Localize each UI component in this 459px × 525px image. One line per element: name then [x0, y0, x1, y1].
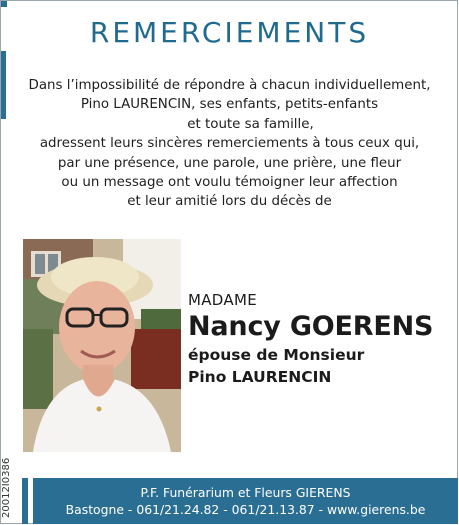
body-line: et leur amitié lors du décès de [127, 194, 332, 210]
body-line: Pino LAURENCIN, ses enfants, petits-enfants [80, 97, 379, 113]
spouse-name: Pino LAURENCIN [188, 368, 332, 386]
left-accent-rule [1, 51, 6, 119]
reference-code: 20012I0386 [1, 457, 12, 518]
deceased-name: Nancy GOERENS [188, 311, 434, 342]
body-line: par une présence, une parole, une prière, une fleur [57, 155, 402, 171]
portrait-photo [23, 239, 181, 452]
footer-company: P.F. Funérarium et Fleurs GIERENS [140, 485, 351, 500]
body-line: ou un message ont voulu témoigner leur affection [61, 175, 398, 191]
corner-accent [1, 1, 7, 7]
body-line: et toute sa famille, [187, 116, 314, 132]
footer-contact: Bastogne - 061/21.24.82 - 061/21.13.87 - www.gierens.be [65, 502, 426, 517]
spouse-line: épouse de Monsieur [188, 346, 365, 364]
salutation: MADAME [188, 291, 257, 309]
notice-body [10, 76, 449, 212]
footer-accent [22, 478, 28, 524]
deceased-name-block [188, 290, 433, 388]
body-line: Dans l’impossibilité de répondre à chacun individuellement, [28, 78, 431, 93]
body-line: adressent leurs sincères remerciements à tous ceux qui, [39, 136, 420, 152]
funeral-home-footer [33, 478, 458, 524]
notice-title: REMERCIEMENTS [89, 16, 370, 49]
